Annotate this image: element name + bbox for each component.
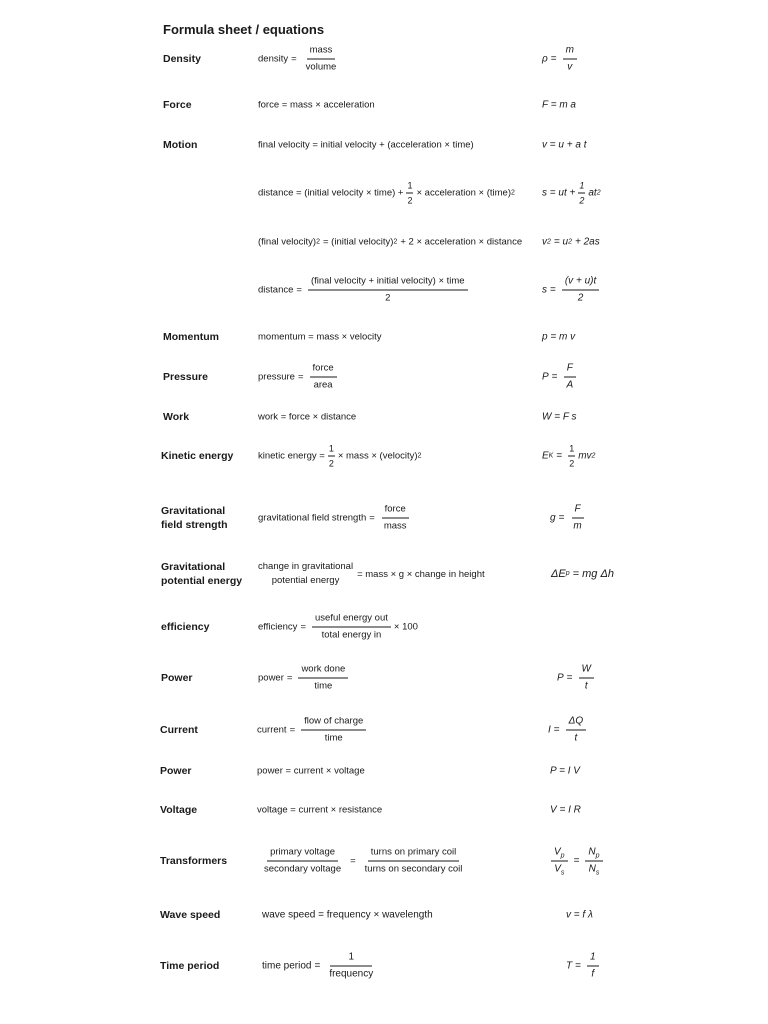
formula-name: Gravitational potential energy: [161, 561, 243, 587]
formula-name: efficiency: [161, 621, 210, 633]
word-equation: power = $\frac{\text{work done}}{\text{time}}$: [258, 664, 351, 693]
row-power-2: [0, 765, 768, 777]
fraction: $\frac{\text{useful energy out}}{\text{total energy in}}$: [312, 613, 391, 642]
word-equation: pressure = $\frac{\text{force}}{\text{area}}$: [258, 363, 340, 392]
fraction: $\frac{\text{(final velocity + initial velocity) × time}}{2}$: [308, 276, 468, 305]
symbol-equation: P = $\frac{W}{t}$: [557, 664, 597, 693]
row-power-1: [0, 663, 768, 692]
fraction: $\frac{\text{primary voltage}}{\text{secondary voltage}}$: [264, 846, 342, 875]
fraction: $\frac{W}{t}$: [579, 664, 594, 693]
word-equation: kinetic energy = $\frac{1}{2}$ × mass × (velocity) 2: [258, 443, 422, 469]
symbol-equation: s = $\frac{(v + u)t}{2}$: [542, 276, 602, 305]
row-motion-4: [0, 275, 768, 304]
symbol-equation: V = I R: [550, 804, 581, 816]
word-equation: wave speed = frequency × wavelength: [262, 909, 433, 921]
row-motion-3: [0, 236, 768, 248]
fraction: $\frac{\text{mass}}{\text{volume}}$: [305, 44, 337, 73]
symbol-equation: v = u + a t: [542, 139, 587, 151]
row-pressure: [0, 362, 768, 391]
formula-name: Power: [161, 672, 193, 684]
word-equation: work = force × distance: [258, 411, 357, 423]
word-equation: gravitational field strength = $\frac{\text{force}}{\text{mass}}$: [258, 504, 413, 533]
word-equation: (final velocity) 2 = (initial velocity) 2 + 2 × acceleration × distance: [258, 236, 523, 248]
row-wave-speed: [0, 909, 768, 921]
formula-name: Wave speed: [160, 909, 221, 921]
fraction: $\frac{\text{work done}}{\text{time}}$: [298, 664, 348, 693]
fraction: $\frac{\text{force}}{\text{area}}$: [310, 363, 337, 392]
word-equation: $\frac{\text{primary voltage}}{\text{secondary voltage}}$ = $\frac{\text{turns on primary coil}}{\text{turns on secondary coil}}$: [258, 847, 468, 876]
fraction: $\frac{(v + u)t}{2}$: [562, 276, 599, 305]
word-equation: time period = $\frac{1}{\text{frequency}}$: [262, 952, 379, 981]
formula-name: Current: [160, 724, 198, 736]
word-equation: density = $\frac{\text{mass}}{\text{volume}}$: [258, 45, 342, 74]
row-transformers: [0, 846, 768, 877]
symbol-equation: v 2 = u 2 + 2as: [542, 236, 600, 248]
word-equation: change in gravitational potential energy = mass × g × change in height: [258, 561, 485, 586]
symbol-equation: P = $\frac{F}{A}$: [542, 363, 579, 392]
formula-name: Kinetic energy: [161, 450, 234, 462]
row-work: [0, 411, 768, 423]
fraction: $\frac{F}{m}$: [573, 503, 582, 532]
formula-name: Transformers: [160, 855, 228, 867]
formula-name: Motion: [163, 139, 198, 151]
fraction: $\frac{N_p}{N_s}$: [585, 847, 602, 876]
stacked-term: change in gravitational potential energy: [258, 561, 354, 586]
word-equation: efficiency = $\frac{\text{useful energy out}}{\text{total energy in}}$ × 100: [258, 612, 418, 641]
word-equation: final velocity = initial velocity + (acceleration × time): [258, 139, 474, 151]
fraction: $\frac{1}{\text{frequency}}$: [329, 951, 374, 980]
word-equation: distance = $\frac{\text{(final velocity + initial velocity) × time}}{2}$: [258, 276, 471, 305]
fraction: $\frac{F}{A}$: [564, 363, 577, 392]
symbol-equation: T = $\frac{1}{f}$: [566, 952, 602, 981]
formula-name: Voltage: [160, 804, 198, 816]
fraction: $\frac{V_p}{V_s}$: [551, 847, 568, 876]
word-equation: voltage = current × resistance: [257, 804, 383, 816]
row-gravitational-field-strength: [0, 503, 768, 532]
symbol-equation: F = m a: [542, 99, 576, 111]
word-equation: momentum = mass × velocity: [258, 331, 382, 343]
word-equation: force = mass × acceleration: [258, 99, 375, 111]
symbol-equation: s = ut + $\frac{1}{2}$ at 2: [542, 180, 601, 206]
formula-name: Work: [163, 411, 190, 423]
row-current: [0, 715, 768, 744]
fraction: $\frac{\text{force}}{\text{mass}}$: [381, 504, 410, 533]
formula-name: Power: [160, 765, 192, 777]
symbol-equation: W = F s: [542, 411, 577, 423]
row-voltage: [0, 804, 768, 816]
fraction: $\frac{1}{2}$: [328, 443, 334, 469]
word-equation: distance = (initial velocity × time) + $\frac{1}{2}$ × acceleration × (time) 2: [258, 180, 515, 206]
symbol-equation: E K = $\frac{1}{2}$ mv 2: [542, 443, 596, 469]
fraction: $\frac{\text{turns on primary coil}}{\text{turns on secondary coil}}$: [364, 846, 463, 875]
symbol-equation: v = f λ: [566, 909, 593, 921]
fraction: $\frac{\Delta Q}{t}$: [566, 716, 587, 745]
symbol-equation: $\frac{V_p}{V_s}$ = $\frac{N_p}{N_s}$: [548, 847, 606, 876]
row-motion-1: [0, 139, 768, 151]
fraction: $\frac{1}{f}$: [587, 952, 599, 981]
symbol-equation: p = m v: [542, 331, 576, 343]
formula-name: Momentum: [163, 331, 219, 343]
fraction: $\frac{\text{flow of charge}}{\text{time}}$: [301, 716, 366, 745]
row-kinetic-energy: [0, 443, 768, 469]
symbol-equation: P = I V: [550, 765, 580, 777]
fraction: $\frac{1}{2}$: [407, 180, 413, 206]
word-equation: current = $\frac{\text{flow of charge}}{\text{time}}$: [257, 716, 369, 745]
formula-name: Time period: [160, 960, 220, 972]
symbol-equation: ΔE p = mg Δh: [551, 568, 614, 580]
row-time-period: [0, 951, 768, 980]
formula-name: Gravitational field strength: [161, 505, 228, 531]
page-title: Formula sheet / equations: [163, 22, 325, 37]
formula-name: Force: [163, 99, 192, 111]
formula-name: Pressure: [163, 371, 208, 383]
fraction: $\frac{m}{v}$: [563, 45, 577, 74]
fraction: $\frac{1}{2}$: [579, 180, 585, 206]
row-momentum: [0, 331, 768, 343]
row-force: [0, 99, 768, 111]
symbol-equation: I = $\frac{\Delta Q}{t}$: [548, 716, 589, 745]
symbol-equation: g = $\frac{F}{m}$: [550, 504, 588, 533]
row-gravitational-potential-energy: [0, 561, 768, 587]
row-efficiency: [0, 612, 768, 641]
formula-name: Density: [163, 53, 201, 65]
row-motion-2: [0, 180, 768, 206]
row-density: [0, 44, 768, 73]
symbol-equation: ρ = $\frac{m}{v}$: [542, 45, 580, 74]
word-equation: power = current × voltage: [257, 765, 365, 777]
fraction: $\frac{1}{2}$: [569, 443, 575, 469]
